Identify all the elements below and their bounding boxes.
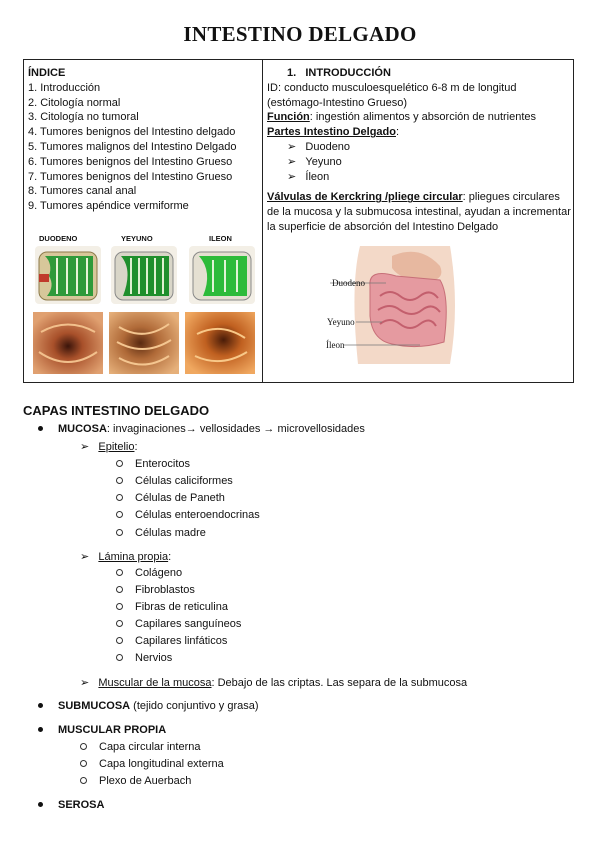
circle-bullet-icon — [80, 760, 87, 767]
bullet-icon — [38, 727, 43, 732]
page-title: INTESTINO DELGADO — [183, 22, 417, 46]
submucosa-label: SUBMUCOSA — [58, 700, 131, 712]
partes-line — [267, 125, 572, 140]
subitem-label: Capa circular interna — [99, 741, 201, 753]
epitelio-subitem — [116, 527, 206, 539]
lamina-subitem — [116, 652, 172, 664]
intro-column — [267, 66, 572, 235]
circle-bullet-icon — [116, 529, 123, 536]
partes-item-label: Yeyuno — [305, 155, 342, 168]
circle-bullet-icon — [116, 460, 123, 467]
anat-label-yeyuno: Yeyuno — [327, 317, 355, 327]
figure-label-duodeno: DUODENO — [39, 234, 78, 243]
subitem-label: Capilares linfáticos — [135, 635, 228, 647]
serosa-item — [38, 799, 104, 811]
partes-label: Partes Intestino Delgado — [267, 126, 396, 139]
arrow-icon: ➢ — [287, 140, 297, 153]
lamina-subitem — [116, 584, 195, 596]
subitem-label: Colágeno — [135, 567, 183, 579]
subitem-label: Enterocitos — [135, 458, 191, 470]
duodeno-diagram — [35, 246, 101, 304]
capas-heading: CAPAS INTESTINO DELGADO — [23, 403, 210, 418]
circle-bullet-icon — [116, 511, 123, 518]
epitelio-subitem — [116, 458, 190, 470]
intro-heading-text: INTRODUCCIÓN — [305, 67, 391, 79]
index-item: 8. Tumores canal anal — [28, 185, 137, 198]
bullet-icon — [38, 426, 43, 431]
index-item: 5. Tumores malignos del Intestino Delgado — [28, 140, 237, 153]
arrow-icon: ➢ — [80, 677, 90, 689]
colon: : — [134, 441, 138, 453]
intro-heading — [287, 66, 572, 81]
circle-bullet-icon — [116, 620, 123, 627]
circle-bullet-icon — [116, 603, 123, 610]
subitem-label: Capilares sanguíneos — [135, 618, 242, 630]
index-item: 3. Citología no tumoral — [28, 111, 139, 124]
partes-item-label: Íleon — [305, 170, 330, 183]
serosa-label: SEROSA — [58, 799, 105, 811]
colon: : — [168, 551, 172, 563]
circle-bullet-icon — [116, 654, 123, 661]
circle-bullet-icon — [80, 777, 87, 784]
funcion-line — [267, 110, 572, 125]
id-line-2: (estómago-Intestino Grueso) — [267, 96, 408, 109]
yeyuno-diagram — [111, 246, 177, 304]
epitelio-subitem — [116, 492, 225, 504]
muscular-propia-subitem — [80, 741, 201, 753]
intestine-figure — [33, 234, 255, 376]
lamina-item — [80, 550, 171, 563]
subitem-label: Células enteroendocrinas — [135, 509, 260, 521]
index-item: 9. Tumores apéndice vermiforme — [28, 200, 189, 213]
ileon-diagram — [189, 246, 255, 304]
duodeno-endoscopy-image — [33, 312, 103, 374]
partes-item — [287, 140, 572, 155]
lamina-label: Lámina propia — [98, 551, 169, 563]
mucosa-item — [38, 423, 365, 435]
id-line: ID: conducto musculoesquelético 6-8 m de longitud — [267, 81, 517, 94]
column-divider — [262, 60, 263, 382]
intro-table — [23, 59, 574, 383]
figure-label-yeyuno: YEYUNO — [121, 234, 153, 243]
lamina-subitem — [116, 618, 241, 630]
epitelio-subitem — [116, 475, 233, 487]
subitem-label: Capa longitudinal externa — [99, 758, 224, 770]
index-item: 2. Citología normal — [28, 96, 121, 109]
epitelio-subitem — [116, 509, 260, 521]
index-column — [28, 66, 258, 214]
muscular-mucosa-item — [80, 676, 467, 689]
partes-item — [287, 170, 572, 185]
lamina-subitem — [116, 601, 228, 613]
index-item: 6. Tumores benignos del Intestino Grueso — [28, 155, 233, 168]
muscular-propia-label: MUSCULAR PROPIA — [58, 724, 167, 736]
circle-bullet-icon — [116, 637, 123, 644]
submucosa-text: (tejido conjuntivo y grasa) — [130, 700, 259, 712]
circle-bullet-icon — [116, 569, 123, 576]
mucosa-text: : invaginaciones→ vellosidades → microvellosidades — [106, 423, 365, 435]
anat-label-duodeno: Duodeno — [332, 278, 365, 288]
arrow-icon: ➢ — [80, 441, 90, 453]
lamina-subitem — [116, 567, 182, 579]
valvulas-paragraph — [267, 190, 572, 234]
muscular-propia-item — [38, 724, 166, 736]
subitem-label: Células madre — [135, 527, 206, 539]
partes-item-label: Duodeno — [305, 140, 351, 153]
circle-bullet-icon — [116, 586, 123, 593]
valvulas-text: : pliegues circulares de la mucosa y la submucosa intestinal, ayudan a incrementar la superficie de absorción del Intestino Delgado — [267, 191, 571, 233]
anat-label-ileon: Íleon — [326, 340, 345, 350]
subitem-label: Plexo de Auerbach — [99, 775, 192, 787]
submucosa-item — [38, 700, 259, 712]
muscular-propia-subitem — [80, 775, 191, 787]
funcion-text: : ingestión alimentos y absorción de nutrientes — [309, 111, 537, 124]
circle-bullet-icon — [80, 743, 87, 750]
subitem-label: Células de Paneth — [135, 492, 225, 504]
epitelio-item — [80, 440, 138, 453]
funcion-label: Función — [267, 111, 310, 124]
subitem-label: Nervios — [135, 652, 173, 664]
ileon-endoscopy-image — [185, 312, 255, 374]
subitem-label: Células caliciformes — [135, 475, 233, 487]
subitem-label: Fibroblastos — [135, 584, 195, 596]
circle-bullet-icon — [116, 494, 123, 501]
bullet-icon — [38, 802, 43, 807]
muscular-propia-subitem — [80, 758, 224, 770]
epitelio-label: Epitelio — [98, 441, 135, 453]
index-heading: ÍNDICE — [28, 67, 66, 79]
partes-colon: : — [395, 126, 400, 139]
muscular-mucosa-label: Muscular de la mucosa — [98, 677, 212, 689]
arrow-icon: ➢ — [80, 551, 90, 563]
mucosa-label: MUCOSA — [58, 423, 107, 435]
intro-heading-number: 1. — [287, 67, 297, 79]
yeyuno-endoscopy-image — [109, 312, 179, 374]
index-item: 4. Tumores benignos del Intestino delgado — [28, 126, 236, 139]
arrow-icon: ➢ — [287, 170, 297, 183]
subitem-label: Fibras de reticulina — [135, 601, 228, 613]
index-item: 7. Tumores benignos del Intestino Grueso — [28, 170, 233, 183]
partes-item — [287, 155, 572, 170]
figure-label-ileon: ILEON — [209, 234, 232, 243]
valvulas-label: Válvulas de Kerckring /pliege circular — [267, 191, 463, 204]
lamina-subitem — [116, 635, 227, 647]
circle-bullet-icon — [116, 477, 123, 484]
bullet-icon — [38, 703, 43, 708]
arrow-icon: ➢ — [287, 155, 297, 168]
index-item: 1. Introducción — [28, 81, 101, 94]
muscular-mucosa-text: : Debajo de las criptas. Las separa de la submucosa — [211, 677, 468, 689]
